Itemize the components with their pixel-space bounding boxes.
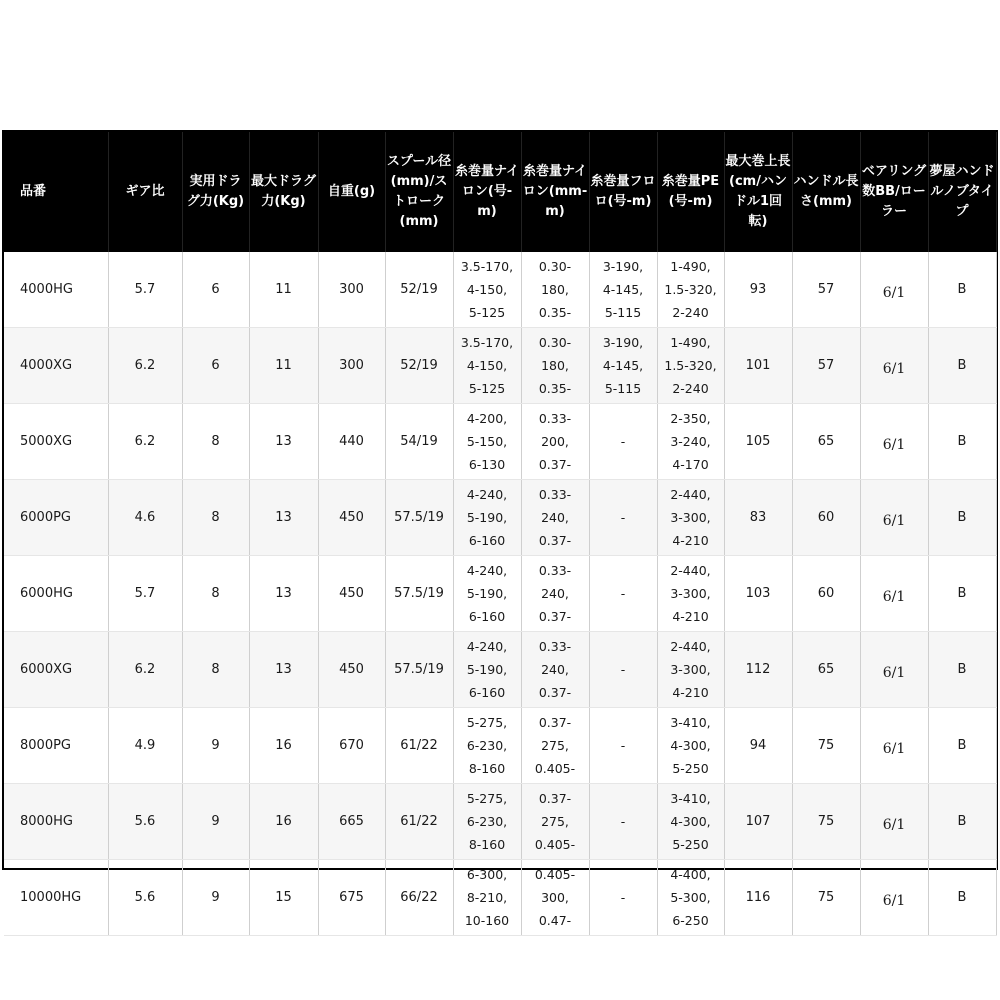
table-cell: B: [928, 328, 996, 404]
model-cell: 4000XG: [4, 328, 108, 404]
table-cell: [589, 556, 657, 632]
cell-line: 0.30-: [538, 335, 572, 350]
cell-line: 4-170: [672, 457, 709, 472]
cell-line: 6-230,: [466, 814, 508, 829]
cell-line: 4-200,: [466, 411, 508, 426]
cell-line: 8-210,: [466, 890, 508, 905]
table-cell: [453, 480, 521, 556]
table-cell: B: [928, 632, 996, 708]
table-cell: B: [928, 860, 996, 936]
table-row: [4, 328, 996, 404]
model-cell: 5000XG: [4, 404, 108, 480]
cell-line: 0.35-: [538, 381, 572, 396]
cell-line: -: [620, 814, 626, 829]
table-cell: [657, 860, 724, 936]
table-cell: B: [928, 556, 996, 632]
table-cell: 300: [318, 252, 385, 328]
table-cell: 103: [724, 556, 792, 632]
table-cell: 112: [724, 632, 792, 708]
table-cell: [657, 556, 724, 632]
cell-line: 5-300,: [670, 890, 711, 905]
column-header-6: 糸巻量ナイロン(号-m): [453, 132, 521, 252]
spec-table-header: [4, 132, 996, 252]
table-cell: 6/1: [860, 860, 928, 936]
cell-line: 300,: [541, 890, 569, 905]
table-cell: 57: [792, 328, 860, 404]
cell-line: 3-410,: [670, 791, 711, 806]
cell-line: -: [620, 434, 626, 449]
cell-line: 1-490,: [670, 259, 711, 274]
model-cell: 6000XG: [4, 632, 108, 708]
cell-line: 5-275,: [466, 715, 508, 730]
cell-line: 4-150,: [466, 358, 508, 373]
table-cell: 107: [724, 784, 792, 860]
cell-line: 4-240,: [466, 639, 508, 654]
cell-line: 4-145,: [602, 282, 644, 297]
cell-line: 0.37-: [538, 685, 572, 700]
table-cell: 57: [792, 252, 860, 328]
cell-line: 3.5-170,: [460, 335, 514, 350]
cell-line: 1.5-320,: [664, 358, 717, 373]
cell-line: 2-350,: [670, 411, 711, 426]
cell-line: 5-250: [672, 837, 709, 852]
cell-line: 0.33-: [538, 487, 572, 502]
column-header-9: 糸巻量PE(号-m): [657, 132, 724, 252]
table-cell: 6/1: [860, 708, 928, 784]
table-cell: 16: [249, 708, 318, 784]
cell-line: 2-240: [672, 381, 709, 396]
table-cell: 6/1: [860, 556, 928, 632]
table-cell: [521, 404, 589, 480]
table-cell: 6.2: [108, 404, 182, 480]
table-cell: 5.7: [108, 252, 182, 328]
table-cell: 61/22: [385, 708, 453, 784]
table-cell: 101: [724, 328, 792, 404]
table-cell: 675: [318, 860, 385, 936]
spec-table-container: [2, 130, 998, 928]
cell-line: 0.37-: [538, 533, 572, 548]
table-cell: 9: [182, 784, 249, 860]
cell-line: 4-240,: [466, 487, 508, 502]
cell-line: 240,: [541, 510, 569, 525]
column-header-11: ハンドル長さ(mm): [792, 132, 860, 252]
cell-line: 0.405-: [534, 761, 576, 776]
model-cell: 10000HG: [4, 860, 108, 936]
cell-line: 0.37-: [538, 791, 572, 806]
table-cell: [521, 252, 589, 328]
table-row: [4, 404, 996, 480]
cell-line: 6-230,: [466, 738, 508, 753]
cell-line: 6-160: [468, 685, 506, 700]
cell-line: 5-190,: [466, 586, 508, 601]
table-cell: 670: [318, 708, 385, 784]
table-cell: 52/19: [385, 328, 453, 404]
table-cell: [589, 784, 657, 860]
table-cell: 16: [249, 784, 318, 860]
model-cell: 4000HG: [4, 252, 108, 328]
cell-line: 6-300,: [466, 867, 508, 882]
table-cell: 665: [318, 784, 385, 860]
cell-line: 4-210: [672, 533, 709, 548]
cell-line: 0.30-: [538, 259, 572, 274]
header-row: [4, 132, 996, 252]
table-cell: B: [928, 784, 996, 860]
table-cell: 75: [792, 708, 860, 784]
cell-line: 5-125: [468, 305, 506, 320]
cell-line: 180,: [541, 358, 569, 373]
cell-line: 0.37-: [538, 715, 572, 730]
table-cell: B: [928, 404, 996, 480]
table-cell: [657, 328, 724, 404]
table-cell: 440: [318, 404, 385, 480]
table-cell: [521, 632, 589, 708]
table-cell: [453, 556, 521, 632]
cell-line: 4-210: [672, 685, 709, 700]
table-cell: 13: [249, 632, 318, 708]
cell-line: 4-210: [672, 609, 709, 624]
cell-line: 3-240,: [670, 434, 711, 449]
table-cell: 60: [792, 480, 860, 556]
cell-line: 0.33-: [538, 639, 572, 654]
table-cell: 8: [182, 632, 249, 708]
cell-line: 5-115: [604, 305, 642, 320]
column-header-10: 最大巻上長(cm/ハンドル1回転): [724, 132, 792, 252]
cell-line: 200,: [541, 434, 569, 449]
table-cell: [657, 708, 724, 784]
spec-table: [4, 132, 997, 936]
cell-line: 3-190,: [602, 335, 644, 350]
table-cell: 8: [182, 556, 249, 632]
table-cell: 6.2: [108, 632, 182, 708]
cell-line: 0.37-: [538, 609, 572, 624]
table-cell: 54/19: [385, 404, 453, 480]
table-cell: B: [928, 480, 996, 556]
column-header-7: 糸巻量ナイロン(mm-m): [521, 132, 589, 252]
cell-line: 4-150,: [466, 282, 508, 297]
table-cell: [521, 708, 589, 784]
cell-line: 0.405-: [534, 837, 576, 852]
cell-line: 10-160: [464, 913, 510, 928]
table-cell: B: [928, 252, 996, 328]
cell-line: 8-160: [468, 761, 506, 776]
table-cell: 13: [249, 556, 318, 632]
cell-line: 2-240: [672, 305, 709, 320]
table-cell: [589, 632, 657, 708]
cell-line: -: [620, 510, 626, 525]
table-cell: 57.5/19: [385, 556, 453, 632]
table-cell: 83: [724, 480, 792, 556]
table-row: [4, 556, 996, 632]
table-cell: [589, 252, 657, 328]
table-cell: 5.6: [108, 860, 182, 936]
table-cell: [453, 708, 521, 784]
table-cell: 5.6: [108, 784, 182, 860]
model-cell: 6000HG: [4, 556, 108, 632]
table-cell: [589, 860, 657, 936]
cell-line: 3-410,: [670, 715, 711, 730]
table-cell: 60: [792, 556, 860, 632]
cell-line: 5-250: [672, 761, 709, 776]
table-cell: [657, 784, 724, 860]
table-cell: 65: [792, 404, 860, 480]
table-cell: [453, 328, 521, 404]
table-row: [4, 480, 996, 556]
table-cell: [453, 252, 521, 328]
spec-table-body: [4, 252, 996, 936]
table-cell: 15: [249, 860, 318, 936]
table-cell: 8: [182, 404, 249, 480]
table-cell: [521, 556, 589, 632]
table-cell: 93: [724, 252, 792, 328]
table-cell: 5.7: [108, 556, 182, 632]
cell-line: 0.47-: [538, 913, 572, 928]
cell-line: 6-160: [468, 533, 506, 548]
table-cell: [521, 860, 589, 936]
cell-line: 240,: [541, 586, 569, 601]
cell-line: 4-300,: [670, 738, 711, 753]
table-cell: 8: [182, 480, 249, 556]
table-cell: [657, 252, 724, 328]
table-cell: 6.2: [108, 328, 182, 404]
table-cell: 6/1: [860, 632, 928, 708]
table-row: [4, 632, 996, 708]
table-cell: B: [928, 708, 996, 784]
cell-line: 240,: [541, 662, 569, 677]
table-cell: [657, 480, 724, 556]
cell-line: 5-125: [468, 381, 506, 396]
cell-line: 1-490,: [670, 335, 711, 350]
table-cell: [521, 480, 589, 556]
cell-line: 3-190,: [602, 259, 644, 274]
cell-line: 275,: [541, 738, 569, 753]
table-cell: 116: [724, 860, 792, 936]
table-row: [4, 860, 996, 936]
cell-line: 3-300,: [670, 586, 711, 601]
table-cell: 6/1: [860, 480, 928, 556]
cell-line: 6-160: [468, 609, 506, 624]
cell-line: 3-300,: [670, 662, 711, 677]
table-cell: [657, 404, 724, 480]
column-header-12: ベアリング数BB/ローラー: [860, 132, 928, 252]
cell-line: 6-130: [468, 457, 506, 472]
cell-line: 275,: [541, 814, 569, 829]
table-row: [4, 252, 996, 328]
table-cell: 4.9: [108, 708, 182, 784]
cell-line: 0.33-: [538, 411, 572, 426]
cell-line: 4-400,: [670, 867, 711, 882]
table-cell: 11: [249, 252, 318, 328]
table-cell: 9: [182, 860, 249, 936]
cell-line: 4-145,: [602, 358, 644, 373]
table-cell: 450: [318, 556, 385, 632]
model-cell: 6000PG: [4, 480, 108, 556]
table-cell: 6/1: [860, 252, 928, 328]
table-cell: 13: [249, 480, 318, 556]
cell-line: 8-160: [468, 837, 506, 852]
cell-line: 2-440,: [670, 487, 711, 502]
cell-line: -: [620, 890, 626, 905]
table-cell: [589, 328, 657, 404]
cell-line: 0.37-: [538, 457, 572, 472]
cell-line: 180,: [541, 282, 569, 297]
column-header-0: 品番: [4, 132, 108, 252]
table-cell: 6/1: [860, 404, 928, 480]
column-header-4: 自重(g): [318, 132, 385, 252]
table-cell: 6: [182, 328, 249, 404]
table-cell: 300: [318, 328, 385, 404]
cell-line: 5-150,: [466, 434, 508, 449]
cell-line: 3.5-170,: [460, 259, 514, 274]
table-cell: 11: [249, 328, 318, 404]
cell-line: 5-115: [604, 381, 642, 396]
column-header-3: 最大ドラグ力(Kg): [249, 132, 318, 252]
table-cell: 105: [724, 404, 792, 480]
table-cell: [453, 784, 521, 860]
cell-line: 0.405-: [534, 867, 576, 882]
model-cell: 8000HG: [4, 784, 108, 860]
column-header-13: 夢屋ハンドルノブタイプ: [928, 132, 996, 252]
table-cell: 57.5/19: [385, 632, 453, 708]
table-cell: 450: [318, 480, 385, 556]
table-cell: 75: [792, 784, 860, 860]
table-cell: [453, 632, 521, 708]
column-header-8: 糸巻量フロロ(号-m): [589, 132, 657, 252]
cell-line: 5-190,: [466, 662, 508, 677]
table-cell: 4.6: [108, 480, 182, 556]
table-cell: [589, 404, 657, 480]
cell-line: 6-250: [672, 913, 709, 928]
table-cell: 61/22: [385, 784, 453, 860]
table-cell: 57.5/19: [385, 480, 453, 556]
table-cell: 6/1: [860, 784, 928, 860]
table-cell: 94: [724, 708, 792, 784]
table-cell: 6: [182, 252, 249, 328]
table-cell: 450: [318, 632, 385, 708]
table-row: [4, 784, 996, 860]
cell-line: 4-300,: [670, 814, 711, 829]
table-cell: 75: [792, 860, 860, 936]
table-cell: [589, 480, 657, 556]
cell-line: 0.35-: [538, 305, 572, 320]
cell-line: 2-440,: [670, 639, 711, 654]
cell-line: 4-240,: [466, 563, 508, 578]
column-header-5: スプール径(mm)/ストローク(mm): [385, 132, 453, 252]
cell-line: -: [620, 586, 626, 601]
cell-line: 5-190,: [466, 510, 508, 525]
table-row: [4, 708, 996, 784]
column-header-1: ギア比: [108, 132, 182, 252]
table-cell: [657, 632, 724, 708]
table-cell: 52/19: [385, 252, 453, 328]
table-cell: 13: [249, 404, 318, 480]
cell-line: 5-275,: [466, 791, 508, 806]
cell-line: 2-440,: [670, 563, 711, 578]
model-cell: 8000PG: [4, 708, 108, 784]
table-cell: [521, 784, 589, 860]
table-cell: [453, 404, 521, 480]
table-cell: 65: [792, 632, 860, 708]
table-cell: [453, 860, 521, 936]
table-cell: 66/22: [385, 860, 453, 936]
cell-line: 1.5-320,: [664, 282, 717, 297]
table-cell: 9: [182, 708, 249, 784]
table-cell: [521, 328, 589, 404]
cell-line: 0.33-: [538, 563, 572, 578]
cell-line: -: [620, 662, 626, 677]
column-header-2: 実用ドラグ力(Kg): [182, 132, 249, 252]
cell-line: 3-300,: [670, 510, 711, 525]
table-cell: [589, 708, 657, 784]
table-cell: 6/1: [860, 328, 928, 404]
cell-line: -: [620, 738, 626, 753]
